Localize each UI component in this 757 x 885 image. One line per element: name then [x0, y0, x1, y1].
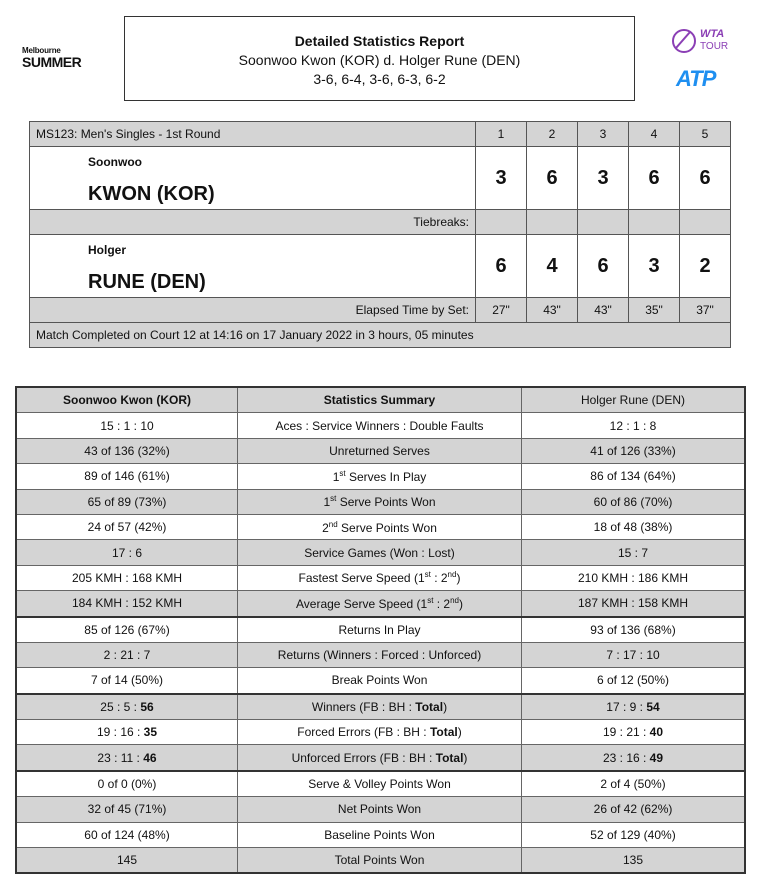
tiebreak-cell — [527, 210, 578, 235]
stat-left-value: 205 KMH : 168 KMH — [16, 565, 238, 590]
stat-label: 1st Serves In Play — [238, 464, 522, 489]
stat-right-value: 60 of 86 (70%) — [522, 489, 746, 514]
player1-last-name: KWON (KOR) — [88, 183, 215, 205]
stat-label: 1st Serve Points Won — [238, 489, 522, 514]
stat-left-value: 85 of 126 (67%) — [16, 617, 238, 643]
stat-row — [16, 617, 745, 643]
stat-right-value: 6 of 12 (50%) — [522, 668, 746, 694]
event-label: MS123: Men's Singles - 1st Round — [30, 122, 476, 147]
elapsed-time: 27" — [476, 298, 527, 323]
player1-row — [30, 147, 731, 210]
stat-row — [16, 668, 745, 694]
elapsed-time: 37" — [680, 298, 731, 323]
player1-first-name: Soonwoo — [88, 155, 142, 169]
set-number: 4 — [629, 122, 680, 147]
stat-row — [16, 720, 745, 745]
stats-header-row — [16, 387, 745, 413]
match-footer-row — [30, 323, 731, 348]
stat-right-value: 210 KMH : 186 KMH — [522, 565, 746, 590]
report-title-box — [124, 16, 635, 101]
stat-row — [16, 489, 745, 514]
player1-set-score: 6 — [527, 147, 578, 210]
elapsed-time: 35" — [629, 298, 680, 323]
stat-right-value: 2 of 4 (50%) — [522, 771, 746, 797]
tiebreak-cell — [680, 210, 731, 235]
tiebreak-cell — [476, 210, 527, 235]
stat-row — [16, 642, 745, 667]
stat-row — [16, 413, 745, 438]
stat-left-value: 0 of 0 (0%) — [16, 771, 238, 797]
melbourne-summer-logo — [22, 46, 92, 72]
stat-left-value: 184 KMH : 152 KMH — [16, 591, 238, 617]
stat-left-value: 7 of 14 (50%) — [16, 668, 238, 694]
elapsed-label: Elapsed Time by Set: — [30, 298, 476, 323]
stat-label: 2nd Serve Points Won — [238, 514, 522, 539]
elapsed-row — [30, 298, 731, 323]
stat-right-value: 52 of 129 (40%) — [522, 822, 746, 847]
set-number: 5 — [680, 122, 731, 147]
stat-right-value: 86 of 134 (64%) — [522, 464, 746, 489]
player1-set-score: 6 — [680, 147, 731, 210]
stat-row — [16, 694, 745, 720]
stat-left-value: 24 of 57 (42%) — [16, 514, 238, 539]
elapsed-time: 43" — [578, 298, 629, 323]
player2-last-name: RUNE (DEN) — [88, 271, 206, 293]
stat-right-value: 26 of 42 (62%) — [522, 797, 746, 822]
tiebreak-cell — [578, 210, 629, 235]
stat-label: Returns (Winners : Forced : Unforced) — [238, 642, 522, 667]
stat-row — [16, 591, 745, 617]
stat-label: Break Points Won — [238, 668, 522, 694]
scoreboard-header-row — [30, 122, 731, 147]
stat-right-value: 15 : 7 — [522, 540, 746, 565]
stat-label: Unreturned Serves — [238, 438, 522, 463]
stat-row — [16, 771, 745, 797]
stat-left-value: 15 : 1 : 10 — [16, 413, 238, 438]
stat-row — [16, 540, 745, 565]
tiebreaks-row — [30, 210, 731, 235]
wta-emblem-icon — [670, 26, 698, 56]
wta-logo — [670, 26, 740, 58]
player1-name-cell — [30, 147, 476, 210]
match-score: 3-6, 6-4, 3-6, 6-3, 6-2 — [313, 71, 446, 87]
stat-right-value: 41 of 126 (33%) — [522, 438, 746, 463]
stat-label: Fastest Serve Speed (1st : 2nd) — [238, 565, 522, 590]
stat-left-value: 43 of 136 (32%) — [16, 438, 238, 463]
stat-row — [16, 822, 745, 847]
stat-row — [16, 514, 745, 539]
stat-left-value: 25 : 5 : 56 — [16, 694, 238, 720]
stat-right-value: 7 : 17 : 10 — [522, 642, 746, 667]
player1-set-score: 3 — [578, 147, 629, 210]
stat-right-value: 187 KMH : 158 KMH — [522, 591, 746, 617]
stat-left-value: 65 of 89 (73%) — [16, 489, 238, 514]
tiebreak-cell — [629, 210, 680, 235]
player1-set-score: 6 — [629, 147, 680, 210]
stat-label: Unforced Errors (FB : BH : Total) — [238, 745, 522, 771]
stat-right-value: 23 : 16 : 49 — [522, 745, 746, 771]
stat-left-value: 89 of 146 (61%) — [16, 464, 238, 489]
player2-set-score: 4 — [527, 235, 578, 298]
player2-row — [30, 235, 731, 298]
stat-left-value: 17 : 6 — [16, 540, 238, 565]
stat-right-value: 18 of 48 (38%) — [522, 514, 746, 539]
set-number: 3 — [578, 122, 629, 147]
player2-set-score: 6 — [476, 235, 527, 298]
elapsed-time: 43" — [527, 298, 578, 323]
stat-label: Total Points Won — [238, 848, 522, 874]
player2-name-cell — [30, 235, 476, 298]
stat-label: Net Points Won — [238, 797, 522, 822]
stat-label: Returns In Play — [238, 617, 522, 643]
stat-label: Baseline Points Won — [238, 822, 522, 847]
stat-left-value: 2 : 21 : 7 — [16, 642, 238, 667]
stat-row — [16, 565, 745, 590]
stat-right-value: 12 : 1 : 8 — [522, 413, 746, 438]
stat-right-value: 17 : 9 : 54 — [522, 694, 746, 720]
stat-label: Aces : Service Winners : Double Faults — [238, 413, 522, 438]
wta-text: WTA — [700, 28, 725, 40]
player1-column-header: Soonwoo Kwon (KOR) — [16, 387, 238, 413]
match-subtitle: Soonwoo Kwon (KOR) d. Holger Rune (DEN) — [238, 52, 521, 68]
stat-row — [16, 438, 745, 463]
player2-set-score: 6 — [578, 235, 629, 298]
match-completed-text: Match Completed on Court 12 at 14:16 on 17 January 2022 in 3 hours, 05 minutes — [30, 323, 731, 348]
stat-left-value: 60 of 124 (48%) — [16, 822, 238, 847]
tour-text: TOUR — [700, 41, 729, 52]
player1-set-score: 3 — [476, 147, 527, 210]
tiebreaks-label: Tiebreaks: — [30, 210, 476, 235]
stat-row — [16, 848, 745, 874]
stat-left-value: 145 — [16, 848, 238, 874]
stat-left-value: 23 : 11 : 46 — [16, 745, 238, 771]
summary-column-header: Statistics Summary — [238, 387, 522, 413]
stat-row — [16, 464, 745, 489]
set-number: 1 — [476, 122, 527, 147]
stat-left-value: 32 of 45 (71%) — [16, 797, 238, 822]
atp-logo: ATP — [676, 66, 716, 91]
player2-set-score: 3 — [629, 235, 680, 298]
scoreboard-table — [29, 121, 731, 348]
report-title: Detailed Statistics Report — [294, 33, 465, 49]
stat-label: Service Games (Won : Lost) — [238, 540, 522, 565]
stat-label: Winners (FB : BH : Total) — [238, 694, 522, 720]
player2-first-name: Holger — [88, 243, 127, 257]
stat-left-value: 19 : 16 : 35 — [16, 720, 238, 745]
stat-right-value: 93 of 136 (68%) — [522, 617, 746, 643]
stat-label: Forced Errors (FB : BH : Total) — [238, 720, 522, 745]
logo-line2: SUMMER — [22, 54, 82, 70]
stat-row — [16, 797, 745, 822]
statistics-table — [15, 386, 746, 874]
stat-label: Serve & Volley Points Won — [238, 771, 522, 797]
player2-set-score: 2 — [680, 235, 731, 298]
set-number: 2 — [527, 122, 578, 147]
stat-label: Average Serve Speed (1st : 2nd) — [238, 591, 522, 617]
stat-right-value: 135 — [522, 848, 746, 874]
stat-right-value: 19 : 21 : 40 — [522, 720, 746, 745]
logo-line1: Melbourne — [22, 46, 61, 55]
stat-row — [16, 745, 745, 771]
player2-column-header: Holger Rune (DEN) — [522, 387, 746, 413]
